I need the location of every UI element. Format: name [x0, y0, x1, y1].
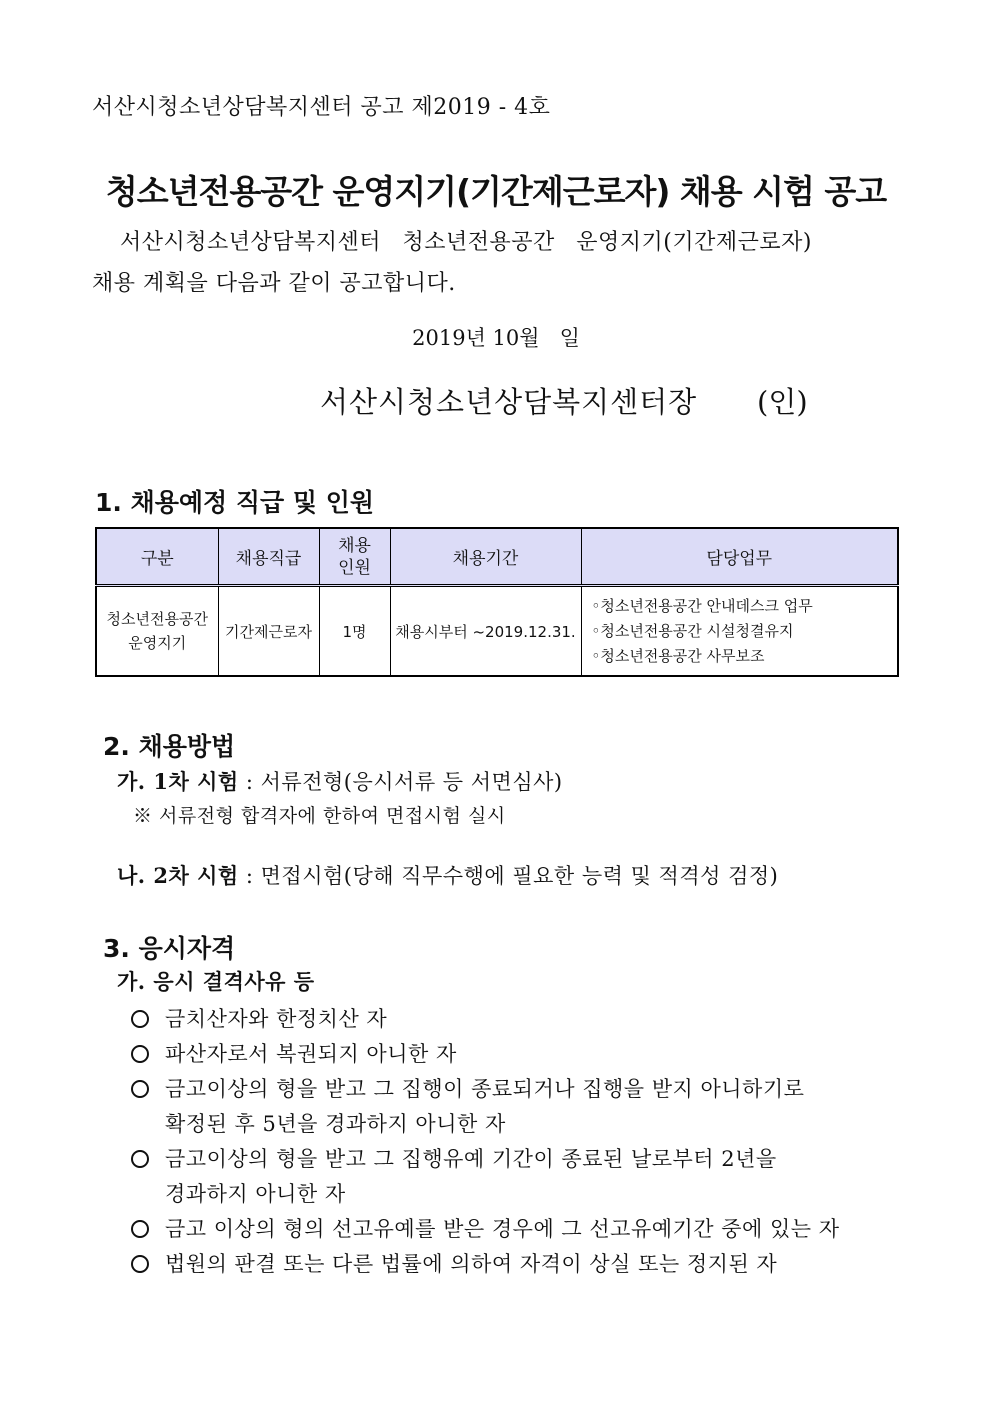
duty-item: ◦청소년전용공간 안내데스크 업무	[591, 596, 813, 615]
category-line-1: 청소년전용공간	[106, 610, 208, 628]
cell-duties	[581, 586, 898, 677]
step-2-text: : 면접시험(당해 직무수행에 필요한 능력 및 적격성 검정)	[238, 864, 779, 888]
intro-line-2: 채용 계획을 다음과 같이 공고합니다.	[92, 271, 456, 296]
disqualification-item: 금고이상의 형을 받고 그 집행유예 기간이 종료된 날로부터 2년을	[165, 1147, 777, 1171]
disqualification-item: 금치산자와 한정치산 자	[165, 1007, 388, 1031]
col-header-position: 채용직급	[218, 528, 319, 586]
disqualification-item: 파산자로서 복권되지 아니한 자	[165, 1042, 457, 1066]
disqualification-item: 금고이상의 형을 받고 그 집행이 종료되거나 집행을 받지 아니하기로	[165, 1077, 805, 1101]
disqualification-item: 법원의 판결 또는 다른 법률에 의하여 자격이 상실 또는 정지된 자	[165, 1252, 778, 1276]
disqualification-item-continued: 확정된 후 5년을 경과하지 아니한 자	[165, 1112, 506, 1136]
seal-mark: (인)	[757, 385, 808, 419]
section-3-heading: 3. 응시자격	[103, 934, 236, 963]
bullet-circle-icon	[131, 1255, 149, 1273]
bullet-circle-icon	[131, 1150, 149, 1168]
col-header-duties: 담당업무	[581, 528, 898, 586]
qualification-subheading: 가. 응시 결격사유 등	[117, 969, 315, 994]
section-1-heading: 1. 채용예정 직급 및 인원	[95, 488, 375, 517]
recruitment-table	[95, 527, 899, 677]
cell-position: 기간제근로자	[218, 586, 319, 677]
col-header-count: 채용 인원	[319, 528, 390, 586]
bullet-circle-icon	[131, 1010, 149, 1028]
method-step-1	[117, 766, 563, 796]
table-row	[96, 586, 898, 677]
method-step-2	[117, 860, 778, 890]
cell-category	[96, 586, 218, 677]
step-1-label: 가. 1차 시험	[117, 769, 239, 794]
category-line-2: 운영지기	[128, 634, 187, 652]
bullet-circle-icon	[131, 1220, 149, 1238]
signer-name: 서산시청소년상담복지센터장	[320, 385, 698, 419]
cell-count: 1명	[319, 586, 390, 677]
notice-number: 서산시청소년상담복지센터 공고 제2019 - 4호	[92, 95, 551, 120]
col-header-category: 구분	[96, 528, 218, 586]
disqualification-item: 금고 이상의 형의 선고유예를 받은 경우에 그 선고유예기간 중에 있는 자	[165, 1217, 840, 1241]
intro-line-1: 서산시청소년상담복지센터 청소년전용공간 운영지기(기간제근로자)	[120, 230, 812, 255]
section-2-heading: 2. 채용방법	[103, 732, 236, 761]
bullet-circle-icon	[131, 1080, 149, 1098]
disqualification-item-continued: 경과하지 아니한 자	[165, 1182, 346, 1206]
step-1-text: : 서류전형(응시서류 등 서면심사)	[238, 770, 563, 794]
document-title: 청소년전용공간 운영지기(기간제근로자) 채용 시험 공고	[105, 172, 887, 211]
table-header-row	[96, 528, 898, 586]
step-2-label: 나. 2차 시험	[117, 863, 239, 888]
bullet-circle-icon	[131, 1045, 149, 1063]
duty-item: ◦청소년전용공간 시설청결유지	[591, 621, 794, 640]
cell-period: 채용시부터 ~2019.12.31.	[390, 586, 581, 677]
notice-date: 2019년 10월 일	[412, 326, 580, 350]
duty-item: ◦청소년전용공간 사무보조	[591, 646, 765, 665]
method-step-1-note: ※ 서류전형 합격자에 한하여 면접시험 실시	[133, 805, 506, 827]
col-header-period: 채용기간	[390, 528, 581, 586]
